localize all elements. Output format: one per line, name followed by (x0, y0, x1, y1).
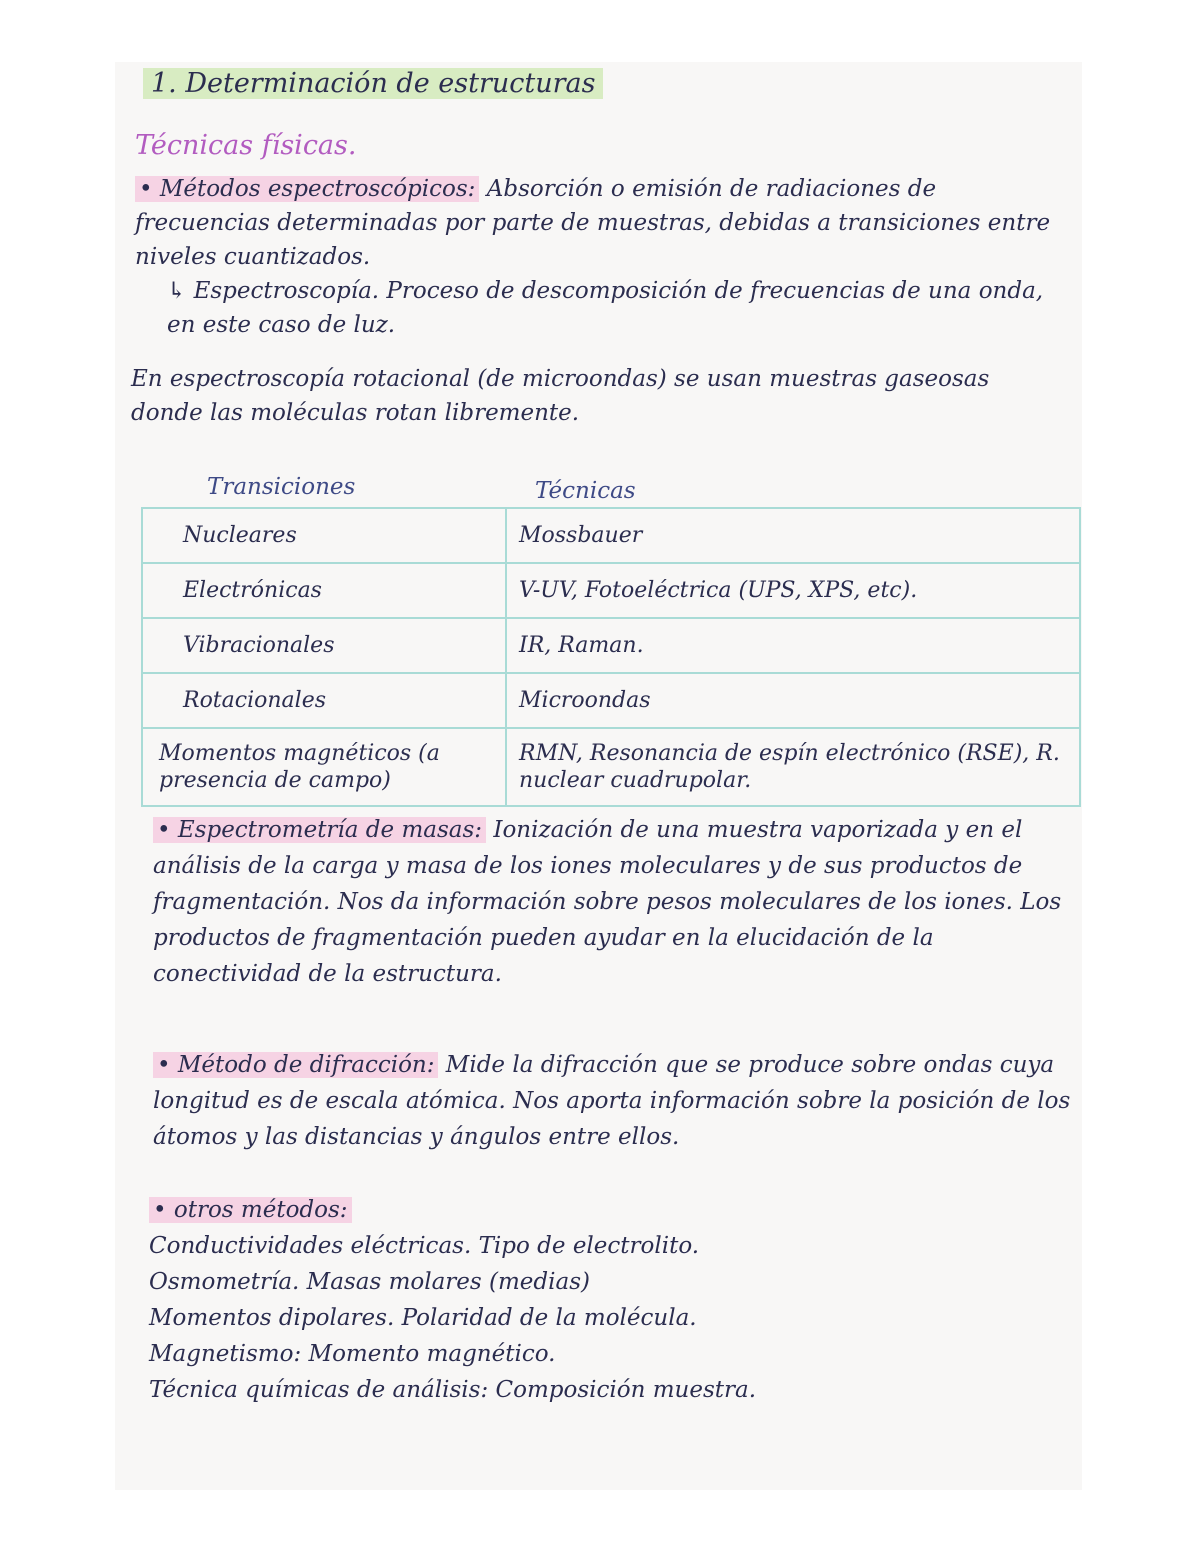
cell-transicion: Vibracionales (142, 618, 506, 673)
list-item (149, 1372, 1074, 1408)
label-espectrometria: • Espectrometría de masas: (153, 817, 486, 843)
table-row (142, 728, 1080, 806)
text-espectroscopicos: Absorción o emisión de radiaciones de frecuencias determinadas por parte de muestras, debidas a transiciones entre niveles cuantizados. (135, 176, 1051, 270)
cell-transicion: Momentos magnéticos (a presencia de campo) (142, 728, 506, 806)
label-difraccion: • Método de difracción: (153, 1052, 438, 1078)
list-item (149, 1228, 1074, 1264)
label-otros: • otros métodos: (149, 1197, 352, 1223)
table-row (142, 673, 1080, 728)
item-value: Tipo de electrolito. (478, 1233, 700, 1259)
cell-transicion: Nucleares (142, 508, 506, 563)
paragraph-difraccion (153, 1047, 1078, 1155)
table-header-transiciones: Transiciones (207, 474, 356, 500)
item-value: Masas molares (medias) (306, 1269, 590, 1295)
table-header-tecnicas: Técnicas (535, 478, 636, 504)
paragraph-espectrometria (153, 812, 1078, 992)
item-name: Osmometría. (149, 1269, 300, 1295)
item-value: Momento magnético. (308, 1341, 556, 1367)
label-espectroscopicos: • Métodos espectroscópicos: (135, 176, 479, 202)
cell-tecnica: Mossbauer (506, 508, 1080, 563)
cell-transicion: Electrónicas (142, 563, 506, 618)
notebook-page (115, 62, 1082, 1490)
item-name: Técnica químicas de análisis: (149, 1377, 489, 1403)
list-item (149, 1300, 1074, 1336)
cell-tecnica: RMN, Resonancia de espín electrónico (RSE), R. nuclear cuadrupolar. (506, 728, 1080, 806)
transitions-table (141, 507, 1081, 807)
list-otros-metodos (149, 1192, 1074, 1408)
paragraph-espectroscopicos (135, 172, 1070, 274)
table-row (142, 508, 1080, 563)
item-name: Conductividades eléctricas. (149, 1233, 472, 1259)
cell-tecnica: IR, Raman. (506, 618, 1080, 673)
text-difraccion: Mide la difracción que se produce sobre ondas cuya longitud es de escala atómica. Nos aporta información sobre la posición de los átomos y las distancias y ángulos entre ellos. (153, 1052, 1071, 1150)
list-item (149, 1264, 1074, 1300)
table-row (142, 618, 1080, 673)
cell-tecnica: Microondas (506, 673, 1080, 728)
list-item (149, 1336, 1074, 1372)
item-value: Composición muestra. (495, 1377, 757, 1403)
text-espectrometria: Ionización de una muestra vaporizada y en el análisis de la carga y masa de los iones moleculares y de sus productos de fragmentación. Nos da información sobre pesos moleculares de los iones. Los productos de fragmentación pueden ayudar en la elucidación de la conectividad de la estructura. (153, 817, 1062, 987)
table-row (142, 563, 1080, 618)
item-name: Magnetismo: (149, 1341, 302, 1367)
section-subtitle: Técnicas físicas. (135, 130, 357, 161)
paragraph-espectroscopia: ↳ Espectroscopía. Proceso de descomposición de frecuencias de una onda, en este caso de luz. (167, 278, 1044, 338)
item-value: Polaridad de la molécula. (401, 1305, 697, 1331)
paragraph-rotacional: En espectroscopía rotacional (de microondas) se usan muestras gaseosas donde las moléculas rotan libremente. (131, 366, 990, 426)
page-title: 1. Determinación de estructuras (143, 68, 603, 99)
cell-transicion: Rotacionales (142, 673, 506, 728)
cell-tecnica: V-UV, Fotoeléctrica (UPS, XPS, etc). (506, 563, 1080, 618)
item-name: Momentos dipolares. (149, 1305, 395, 1331)
